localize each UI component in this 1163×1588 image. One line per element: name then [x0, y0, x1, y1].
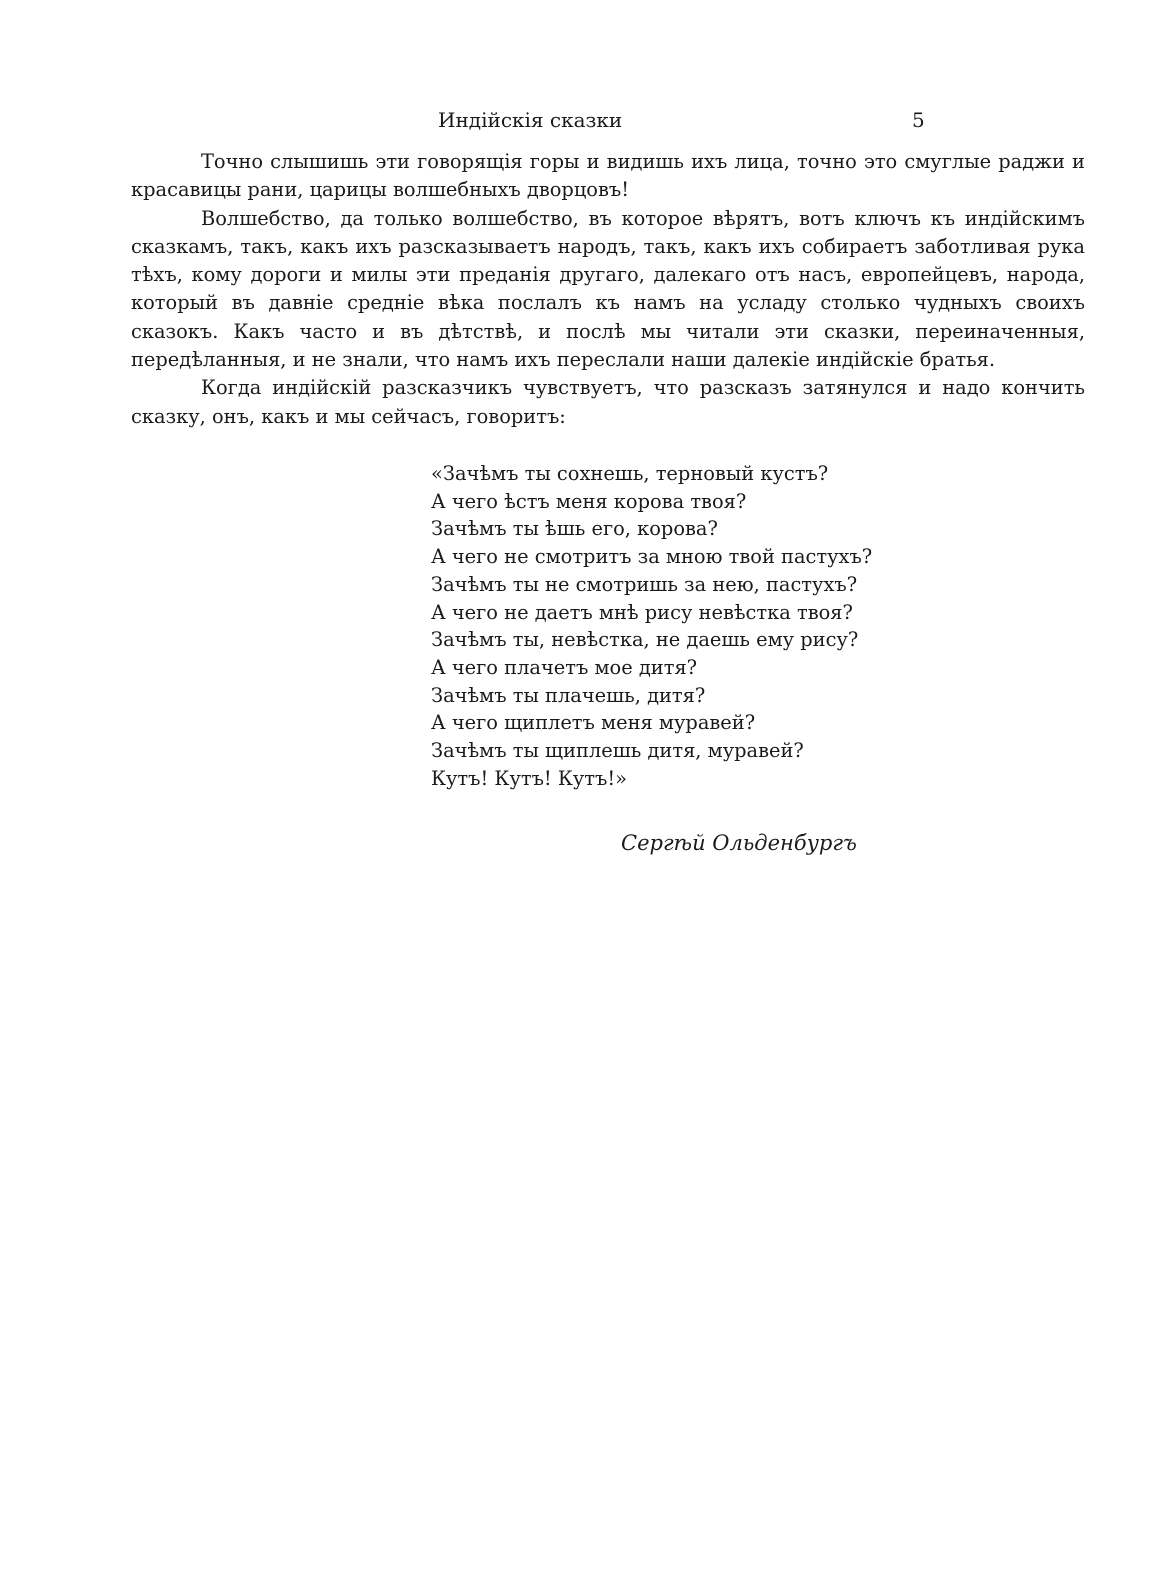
verse-line: «Зачѣмъ ты сохнешь, терновый кустъ?	[431, 462, 829, 485]
paragraph: Точно слышишь эти говорящія горы и видишь ихъ лица, точно это смуглые раджи и красавицы рани, царицы волшебныхъ дворцовъ!	[131, 150, 1085, 202]
verse-line: А чего не смотритъ за мною твой пастухъ?	[431, 545, 873, 569]
verse-line: А чего плачетъ мое дитя?	[431, 655, 698, 679]
verse-line: Зачѣмъ ты плачешь, дитя?	[431, 683, 706, 707]
page-number: 5	[912, 108, 925, 132]
paragraph: Когда индійскій разсказчикъ чувствуетъ, что разсказъ затянулся и надо кончить сказку, онъ, какъ и мы сейчасъ, говоритъ:	[131, 376, 1085, 428]
verse-block	[431, 460, 872, 792]
verse-line: А чего ѣстъ меня корова твоя?	[431, 489, 747, 513]
verse-line: Зачѣмъ ты, невѣстка, не даешь ему рису?	[431, 628, 859, 652]
body-text	[131, 148, 1085, 431]
verse-line: А чего не даетъ мнѣ рису невѣстка твоя?	[431, 600, 853, 624]
verse-line: Кутъ! Кутъ! Кутъ!»	[431, 766, 628, 790]
verse-line: Зачѣмъ ты щиплешь дитя, муравей?	[431, 739, 804, 763]
paragraph: Волшебство, да только волшебство, въ которое вѣрятъ, вотъ ключъ къ индійскимъ сказкамъ, такъ, какъ ихъ разсказываетъ народъ, такъ, какъ ихъ собираетъ заботливая рука тѣхъ, кому дороги и милы эти преданія другаго, далекаго отъ насъ, европейцевъ, народа, который въ давніе средніе вѣка послалъ къ намъ на усладу столько чудныхъ своихъ сказокъ. Какъ часто и въ дѣтствѣ, и послѣ мы читали эти сказки, переиначенныя, передѣланныя, и не знали, что намъ ихъ переслали наши далекіе индійскіе братья.	[131, 206, 1085, 372]
running-title: Индійскія сказки	[438, 108, 623, 132]
verse-line: Зачѣмъ ты ѣшь его, корова?	[431, 517, 718, 541]
author-signature: Сергѣй Ольденбургъ	[621, 831, 857, 855]
verse-line: А чего щиплетъ меня муравей?	[431, 711, 756, 735]
verse-line: Зачѣмъ ты не смотришь за нею, пастухъ?	[431, 572, 858, 596]
